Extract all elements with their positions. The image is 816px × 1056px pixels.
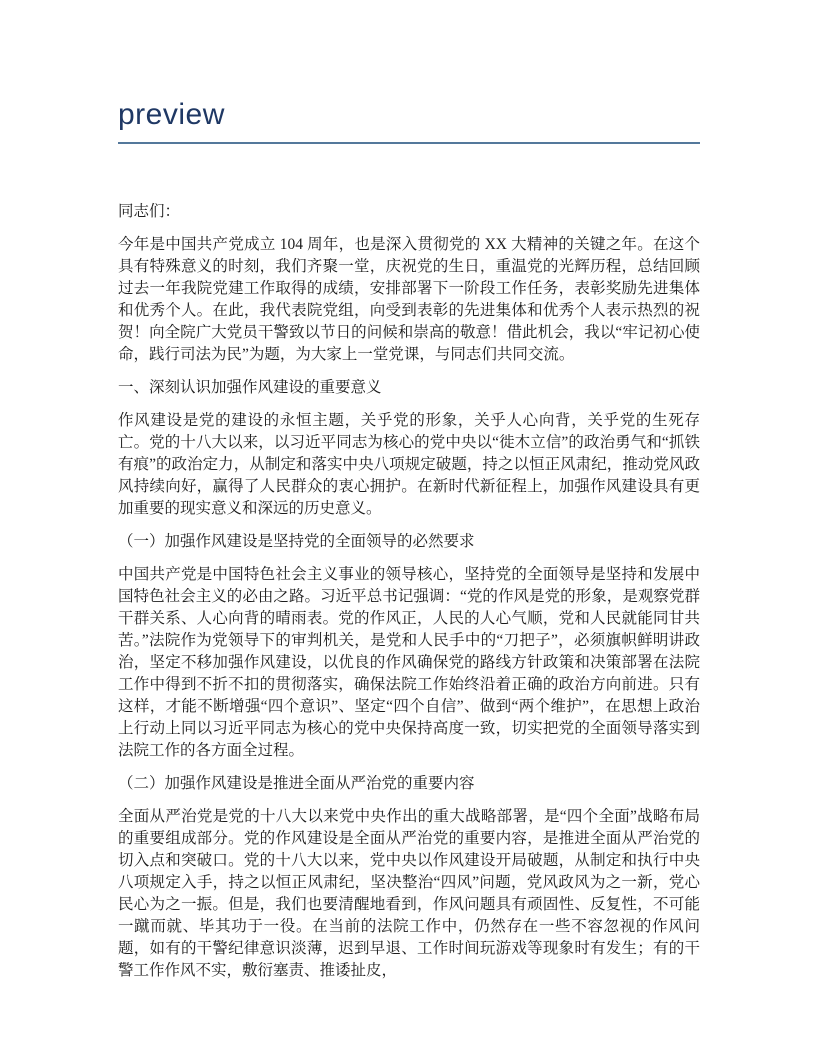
subsection-heading-1-1: （一）加强作风建设是坚持党的全面领导的必然要求: [118, 533, 475, 550]
paragraph-subsection-1-2: 全面从严治党是党的十八大以来党中央作出的重大战略部署，是“四个全面”战略布局的重要组成部分。党的作风建设是全面从严治党的重要内容，是推进全面从严治党的切入点和突破口。党的十八大以来，党中央以作风建设开局破题，从制定和执行中央八项规定入手，持之以恒正风肃纪，坚决整治“四风”问题，党风政风为之一新，党心民心为之一振。但是，我们也要清醒地看到，作风问题具有顽固性、反复性，不可能一蹴而就、毕其功于一役。在当前的法院工作中，仍然存在一些不容忽视的作风问题，如有的干警纪律意识淡薄，迟到早退、工作时间玩游戏等现象时有发生；有的干警工作作风不实，敷衍塞责、推诿扯皮，: [118, 808, 700, 979]
section-heading-1: 一、深刻认识加强作风建设的重要意义: [118, 379, 382, 396]
subsection-heading-1-2: （二）加强作风建设是推进全面从严治党的重要内容: [118, 775, 475, 792]
paragraph-subsection-1-1: 中国共产党是中国特色社会主义事业的领导核心，坚持党的全面领导是坚持和发展中国特色社会主义的必由之路。习近平总书记强调：“党的作风是党的形象，是观察党群干群关系、人心向背的晴雨表。党的作风正，人民的人心气顺，党和人民就能同甘共苦。”法院作为党领导下的审判机关，是党和人民手中的“刀把子”，必须旗帜鲜明讲政治，坚定不移加强作风建设，以优良的作风确保党的路线方针政策和决策部署在法院工作中得到不折不扣的贯彻落实，确保法院工作始终沿着正确的政治方向前进。只有这样，才能不断增强“四个意识”、坚定“四个自信”、做到“两个维护”，在思想上政治上行动上同以习近平同志为核心的党中央保持高度一致，切实把党的全面领导落实到法院工作的各方面全过程。: [118, 566, 700, 759]
paragraph-section-1: 作风建设是党的建设的永恒主题，关乎党的形象，关乎人心向背，关乎党的生死存亡。党的十八大以来，以习近平同志为核心的党中央以“徙木立信”的政治勇气和“抓铁有痕”的政治定力，从制定和落实中央八项规定破题，持之以恒正风肃纪，推动党风政风持续向好，赢得了人民群众的衷心拥护。在新时代新征程上，加强作风建设具有更加重要的现实意义和深远的历史意义。: [118, 412, 700, 517]
intro-paragraph: 今年是中国共产党成立 104 周年，也是深入贯彻党的 XX 大精神的关键之年。在这个具有特殊意义的时刻，我们齐聚一堂，庆祝党的生日，重温党的光辉历程，总结回顾过去一年我院党建工作取得的成绩，安排部署下一阶段工作任务，表彰奖励先进集体和优秀个人。在此，我代表院党组，向受到表彰的先进集体和优秀个人表示热烈的祝贺！向全院广大党员干警致以节日的问候和崇高的敬意！借此机会，我以“牢记初心使命，践行司法为民”为题，为大家上一堂党课，与同志们共同交流。: [118, 236, 700, 363]
salutation-paragraph: 同志们：: [118, 203, 181, 220]
document-title: preview: [118, 97, 700, 144]
